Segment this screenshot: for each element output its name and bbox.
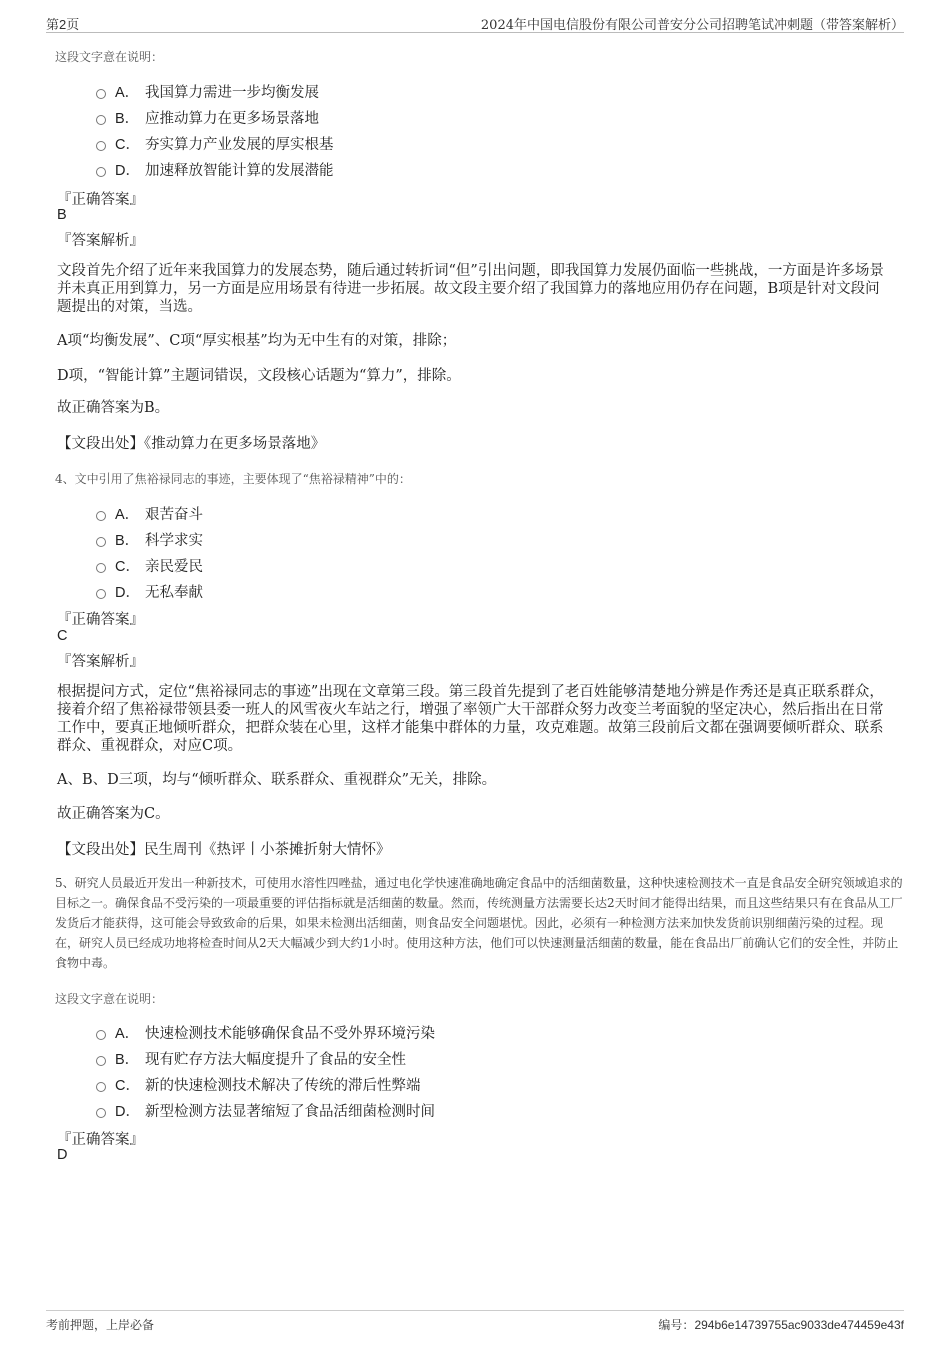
radio-icon[interactable] <box>96 1056 106 1066</box>
footer-code: 编号：294b6e14739755ac9033de474459e43f <box>658 1318 904 1332</box>
q4-option-c[interactable]: C． 亲民爱民 <box>96 554 203 576</box>
q5-prompt: 这段文字意在说明： <box>55 992 164 1006</box>
q3-prompt: 这段文字意在说明： <box>55 50 164 64</box>
radio-icon[interactable] <box>96 115 106 125</box>
page-footer <box>46 1310 904 1335</box>
q3-correct-label: 『正确答案』 <box>57 192 144 208</box>
q5-option-c[interactable]: C． 新的快速检测技术解决了传统的滞后性弊端 <box>96 1073 421 1095</box>
q4-correct-label: 『正确答案』 <box>57 612 144 628</box>
footer-slogan: 考前押题，上岸必备 <box>46 1318 155 1332</box>
q4-analysis-1: 根据提问方式，定位“焦裕禄同志的事迹”出现在文章第三段。第三段首先提到了老百姓能够清楚地分辨是作秀还是真正联系群众，接着介绍了焦裕禄带领县委一班人的风雪夜火车站之行，增强了率领广大干部群众努力改变兰考面貌的坚定决心，然后指出在日常工作中，要真正地倾听群众，把群众装在心里，这样才能集中群体的力量，攻克难题。故第三段前后文都在强调要倾听群众、联系群众、重视群众，对应C项。 <box>57 684 884 754</box>
radio-icon[interactable] <box>96 1108 106 1118</box>
q5-option-b[interactable]: B． 现有贮存方法大幅度提升了食品的安全性 <box>96 1047 406 1069</box>
q3-analysis-1: 文段首先介绍了近年来我国算力的发展态势，随后通过转折词“但”引出问题，即我国算力发展仍面临一些挑战，一方面是许多场景并未真正用到算力，另一方面是应用场景有待进一步拓展。故文段主要介绍了我国算力的落地应用仍存在问题，B项是针对文段问题提出的对策，当选。 <box>57 263 884 315</box>
radio-icon[interactable] <box>96 89 106 99</box>
q5-answer: D <box>57 1147 68 1163</box>
radio-icon[interactable] <box>96 1082 106 1092</box>
q4-prompt: 4、文中引用了焦裕禄同志的事迹，主要体现了“焦裕禄精神”中的： <box>55 472 411 486</box>
q4-analysis-label: 『答案解析』 <box>57 654 144 670</box>
q3-option-a[interactable]: A． 我国算力需进一步均衡发展 <box>96 80 319 102</box>
q3-analysis-label: 『答案解析』 <box>57 233 144 249</box>
q4-analysis-3: 故正确答案为C。 <box>57 806 170 822</box>
page-number: 第2页 <box>46 17 80 32</box>
q3-source: 【文段出处】《推动算力在更多场景落地》 <box>57 436 326 452</box>
q3-option-c[interactable]: C． 夯实算力产业发展的厚实根基 <box>96 132 334 154</box>
q3-answer: B <box>57 207 67 223</box>
q5-passage: 5、研究人员最近开发出一种新技术，可使用水溶性四唑盐，通过电化学快速准确地确定食品中的活细菌数量，这种快速检测技术一直是食品安全研究领域追求的目标之一。确保食品不受污染的一项最重要的评估指标就是活细菌的数量。然而，传统测量方法需要长达2天时间才能得出结果，而且这些结果只有在食品从工厂发货后才能获得，这可能会导致致命的后果，如果未检测出活细菌，则食品安全问题堪忧。因此，必须有一种检测方法来加快发货前识别细菌污染的过程。现在，研究人员已经成功地将检查时间从2天大幅减少到大约1小时。使用这种方法，他们可以快速测量活细菌的数量，能在食品出厂前确认它们的安全性，并防止食物中毒。 <box>55 876 903 970</box>
radio-icon[interactable] <box>96 511 106 521</box>
q3-analysis-4: 故正确答案为B。 <box>57 400 170 416</box>
q3-analysis-3: D项，“智能计算”主题词错误，文段核心话题为“算力”，排除。 <box>57 368 461 384</box>
q5-correct-label: 『正确答案』 <box>57 1132 144 1148</box>
q3-analysis-2: A项“均衡发展”、C项“厚实根基”均为无中生有的对策，排除； <box>57 333 457 349</box>
q5-option-a[interactable]: A． 快速检测技术能够确保食品不受外界环境污染 <box>96 1021 435 1043</box>
q4-source: 【文段出处】民生周刊《热评丨小茶摊折射大情怀》 <box>57 842 391 858</box>
q4-option-d[interactable]: D． 无私奉献 <box>96 580 203 602</box>
radio-icon[interactable] <box>96 589 106 599</box>
q5-option-d[interactable]: D． 新型检测方法显著缩短了食品活细菌检测时间 <box>96 1099 435 1121</box>
q4-option-b[interactable]: B． 科学求实 <box>96 528 203 550</box>
q4-analysis-2: A、B、D三项，均与“倾听群众、联系群众、重视群众”无关，排除。 <box>57 772 497 788</box>
page-header <box>46 10 904 33</box>
q4-option-a[interactable]: A． 艰苦奋斗 <box>96 502 203 524</box>
radio-icon[interactable] <box>96 1030 106 1040</box>
radio-icon[interactable] <box>96 537 106 547</box>
document-title: 2024年中国电信股份有限公司普安分公司招聘笔试冲刺题（带答案解析） <box>480 18 904 33</box>
radio-icon[interactable] <box>96 167 106 177</box>
radio-icon[interactable] <box>96 141 106 151</box>
q4-answer: C <box>57 628 68 644</box>
q3-option-b[interactable]: B． 应推动算力在更多场景落地 <box>96 106 319 128</box>
radio-icon[interactable] <box>96 563 106 573</box>
q3-option-d[interactable]: D． 加速释放智能计算的发展潜能 <box>96 158 334 180</box>
